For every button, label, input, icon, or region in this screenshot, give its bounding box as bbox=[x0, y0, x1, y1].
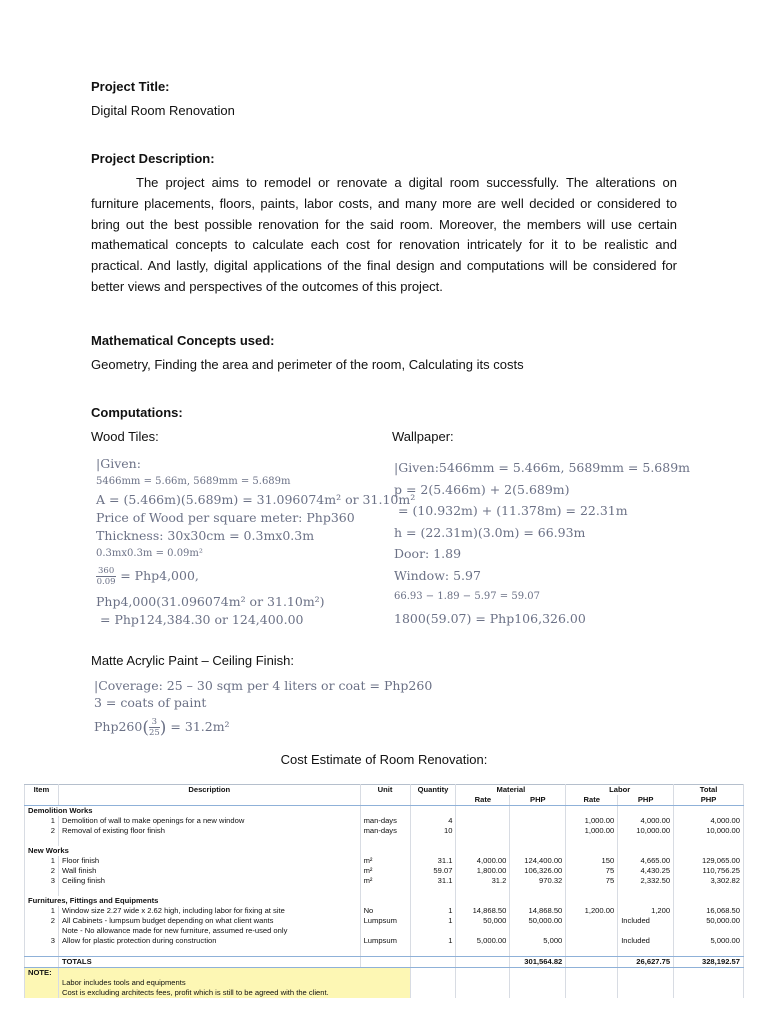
row-material-php: 50,000.00 bbox=[510, 916, 566, 926]
table-row bbox=[25, 916, 744, 926]
row-labor-rate: 150 bbox=[566, 856, 618, 866]
wood-line: |Given: bbox=[96, 456, 141, 471]
totals-labor: 26,627.75 bbox=[618, 956, 674, 967]
table-cell bbox=[25, 886, 59, 896]
row-material-rate bbox=[456, 926, 510, 936]
header-labor-php: PHP bbox=[618, 795, 674, 806]
wood-line: A = (5.466m)(5.689m) = 31.096074m² or 31.10m² bbox=[96, 492, 416, 507]
wood-final-result: = Php124,384.30 or 124,400.00 bbox=[100, 612, 304, 627]
project-description-heading: Project Description: bbox=[91, 151, 215, 166]
table-row bbox=[25, 926, 744, 936]
table-cell bbox=[566, 836, 618, 846]
table-cell bbox=[410, 988, 456, 998]
note-line: Labor includes tools and equipments bbox=[58, 978, 410, 988]
row-labor-php: 4,665.00 bbox=[618, 856, 674, 866]
math-concepts-heading: Mathematical Concepts used: bbox=[91, 333, 275, 348]
row-material-rate bbox=[456, 826, 510, 836]
table-row bbox=[25, 936, 744, 946]
row-quantity: 10 bbox=[410, 826, 456, 836]
table-cell bbox=[566, 988, 618, 998]
paint-fraction-denominator: 25 bbox=[148, 728, 160, 738]
row-labor-php bbox=[618, 926, 674, 936]
table-cell bbox=[674, 836, 744, 846]
row-unit: man-days bbox=[360, 826, 410, 836]
table-cell bbox=[510, 988, 566, 998]
table-cell bbox=[510, 896, 566, 906]
header-total: Total bbox=[674, 785, 744, 796]
row-quantity: 31.1 bbox=[410, 876, 456, 886]
project-title-heading: Project Title: bbox=[91, 79, 170, 94]
row-labor-php: 4,000.00 bbox=[618, 816, 674, 826]
table-row bbox=[25, 866, 744, 876]
wallpaper-label: Wallpaper: bbox=[392, 429, 454, 444]
note-line: Cost is excluding architects fees, profit which is still to be agreed with the client. bbox=[58, 988, 410, 998]
row-item-number: 3 bbox=[25, 936, 59, 946]
table-cell bbox=[410, 886, 456, 896]
row-labor-rate: 1,000.00 bbox=[566, 816, 618, 826]
table-cell bbox=[674, 946, 744, 956]
table-cell bbox=[360, 886, 410, 896]
table-cell bbox=[456, 946, 510, 956]
row-material-php bbox=[510, 926, 566, 936]
header-material-php: PHP bbox=[510, 795, 566, 806]
wood-line: Price of Wood per square meter: Php360 bbox=[96, 510, 355, 525]
table-row bbox=[25, 816, 744, 826]
table-cell bbox=[410, 806, 456, 817]
table-cell bbox=[566, 967, 618, 978]
paint-close-paren: ) bbox=[159, 717, 167, 738]
project-title-value: Digital Room Renovation bbox=[91, 103, 235, 118]
table-cell bbox=[618, 967, 674, 978]
row-material-rate: 31.2 bbox=[456, 876, 510, 886]
table-cell bbox=[618, 836, 674, 846]
row-labor-php: Included bbox=[618, 936, 674, 946]
paint-fraction bbox=[149, 717, 160, 738]
row-item-number: 1 bbox=[25, 816, 59, 826]
table-cell bbox=[25, 836, 59, 846]
row-unit: Lumpsum bbox=[360, 916, 410, 926]
totals-total: 328,192.57 bbox=[674, 956, 744, 967]
cost-table-body bbox=[25, 785, 744, 998]
table-cell bbox=[566, 946, 618, 956]
row-material-rate: 50,000 bbox=[456, 916, 510, 926]
table-cell bbox=[456, 988, 510, 998]
table-cell bbox=[674, 846, 744, 856]
project-description-text: The project aims to remodel or renovate a digital room successfully. The alterations on furniture placements, floors, paints, labor costs, and many more are well decided or considered to bring out the best possible renovation for the said room. Moreover, the members will use certain mathematical concepts to calculate each cost for renovation intricately for it to be realistic and practical. And lastly, digital applications of the final design and computations will be considered for better views and perspectives of the outcomes of this project. bbox=[91, 175, 677, 294]
wallpaper-line: Door: 1.89 bbox=[394, 546, 462, 561]
row-unit: No bbox=[360, 906, 410, 916]
table-section-row bbox=[25, 896, 744, 906]
table-cell bbox=[360, 806, 410, 817]
row-item-number: 1 bbox=[25, 906, 59, 916]
row-description: Wall finish bbox=[58, 866, 360, 876]
row-total: 10,000.00 bbox=[674, 826, 744, 836]
row-total: 110,756.25 bbox=[674, 866, 744, 876]
row-description: Allow for plastic protection during construction bbox=[58, 936, 360, 946]
table-section-row bbox=[25, 846, 744, 856]
wallpaper-line: 66.93 − 1.89 − 5.97 = 59.07 bbox=[394, 591, 540, 602]
table-cell bbox=[510, 978, 566, 988]
row-labor-php: 4,430.25 bbox=[618, 866, 674, 876]
row-item-number: 3 bbox=[25, 876, 59, 886]
paint-line: 3 = coats of paint bbox=[94, 695, 207, 710]
table-cell bbox=[456, 896, 510, 906]
row-labor-php: 10,000.00 bbox=[618, 826, 674, 836]
table-cell bbox=[456, 836, 510, 846]
table-cell bbox=[456, 886, 510, 896]
table-cell bbox=[410, 846, 456, 856]
row-labor-rate: 1,200.00 bbox=[566, 906, 618, 916]
header-labor: Labor bbox=[566, 785, 674, 796]
row-labor-php: 2,332.50 bbox=[618, 876, 674, 886]
table-cell bbox=[566, 806, 618, 817]
wood-fraction-numerator: 360 bbox=[98, 566, 115, 576]
row-unit: Lumpsum bbox=[360, 936, 410, 946]
row-description: Window size 2.27 wide x 2.62 high, including labor for fixing at site bbox=[58, 906, 360, 916]
row-total: 3,302.82 bbox=[674, 876, 744, 886]
section-name: Demolition Works bbox=[25, 806, 361, 817]
header-material: Material bbox=[456, 785, 566, 796]
table-cell bbox=[566, 978, 618, 988]
computations-heading: Computations: bbox=[91, 405, 183, 420]
table-cell bbox=[510, 886, 566, 896]
table-row bbox=[25, 906, 744, 916]
wood-line: 0.3mx0.3m = 0.09m² bbox=[96, 548, 203, 559]
table-cell bbox=[566, 886, 618, 896]
row-labor-rate bbox=[566, 936, 618, 946]
table-cell bbox=[674, 806, 744, 817]
table-cell bbox=[58, 836, 360, 846]
row-item-number: 1 bbox=[25, 856, 59, 866]
table-cell bbox=[674, 978, 744, 988]
header-total-php: PHP bbox=[674, 795, 744, 806]
table-cell bbox=[674, 988, 744, 998]
wood-fraction-line bbox=[96, 563, 415, 589]
paint-prefix: Php260 bbox=[94, 719, 143, 734]
paint-suffix: = 31.2m² bbox=[170, 719, 230, 734]
row-quantity: 1 bbox=[410, 936, 456, 946]
row-quantity: 1 bbox=[410, 906, 456, 916]
header-item: Item bbox=[25, 785, 59, 796]
table-cell bbox=[618, 896, 674, 906]
row-labor-php: Included bbox=[618, 916, 674, 926]
wood-fraction-denominator: 0.09 bbox=[96, 577, 116, 587]
table-row bbox=[25, 876, 744, 886]
wood-fraction-result: = Php4,000, bbox=[120, 568, 199, 583]
table-cell bbox=[456, 806, 510, 817]
table-cell bbox=[510, 836, 566, 846]
wallpaper-line: Window: 5.97 bbox=[394, 567, 481, 583]
totals-material: 301,564.82 bbox=[510, 956, 566, 967]
row-total: 129,065.00 bbox=[674, 856, 744, 866]
table-cell bbox=[360, 846, 410, 856]
row-unit bbox=[360, 926, 410, 936]
row-total: 5,000.00 bbox=[674, 936, 744, 946]
row-description: Floor finish bbox=[58, 856, 360, 866]
row-material-rate bbox=[456, 816, 510, 826]
header-description: Description bbox=[58, 785, 360, 796]
paint-line: |Coverage: 25 – 30 sqm per 4 liters or coat = Php260 bbox=[94, 678, 433, 693]
table-subheader-row bbox=[25, 795, 744, 806]
table-spacer-row bbox=[25, 836, 744, 846]
totals-row bbox=[25, 956, 744, 967]
row-quantity: 31.1 bbox=[410, 856, 456, 866]
note-cell bbox=[25, 988, 59, 998]
note-row bbox=[25, 967, 744, 978]
row-material-rate: 4,000.00 bbox=[456, 856, 510, 866]
table-cell bbox=[456, 967, 510, 978]
table-cell bbox=[674, 967, 744, 978]
table-cell bbox=[456, 956, 510, 967]
cost-estimate-table bbox=[24, 784, 744, 998]
header-labor-rate: Rate bbox=[566, 795, 618, 806]
table-cell bbox=[410, 896, 456, 906]
table-cell bbox=[410, 967, 456, 978]
row-total: 50,000.00 bbox=[674, 916, 744, 926]
row-quantity: 59.07 bbox=[410, 866, 456, 876]
table-cell bbox=[566, 956, 618, 967]
section-name: Furnitures, Fittings and Equipments bbox=[25, 896, 361, 906]
table-cell bbox=[410, 946, 456, 956]
table-row bbox=[25, 856, 744, 866]
note-line-row bbox=[25, 988, 744, 998]
table-cell bbox=[618, 946, 674, 956]
paint-fraction-numerator: 3 bbox=[149, 717, 160, 728]
row-total: 4,000.00 bbox=[674, 816, 744, 826]
row-material-php bbox=[510, 826, 566, 836]
table-cell bbox=[456, 978, 510, 988]
table-cell bbox=[410, 956, 456, 967]
row-item-number: 2 bbox=[25, 866, 59, 876]
row-item-number bbox=[25, 926, 59, 936]
wood-tiles-label: Wood Tiles: bbox=[91, 429, 159, 444]
wallpaper-line: |Given:5466mm = 5.466m, 5689mm = 5.689m bbox=[394, 460, 691, 475]
table-cell bbox=[58, 946, 360, 956]
row-labor-rate bbox=[566, 916, 618, 926]
note-label: NOTE: bbox=[25, 967, 59, 978]
paint-label: Matte Acrylic Paint – Ceiling Finish: bbox=[91, 653, 295, 668]
row-material-rate: 14,868.50 bbox=[456, 906, 510, 916]
row-material-rate: 5,000.00 bbox=[456, 936, 510, 946]
row-quantity bbox=[410, 926, 456, 936]
totals-label: TOTALS bbox=[58, 956, 360, 967]
wallpaper-line: h = (22.31m)(3.0m) = 66.93m bbox=[394, 524, 586, 540]
row-material-php: 14,868.50 bbox=[510, 906, 566, 916]
table-cell bbox=[618, 988, 674, 998]
table-cell bbox=[618, 806, 674, 817]
table-cell bbox=[360, 836, 410, 846]
wood-final-line: Php4,000(31.096074m² or 31.10m²) bbox=[96, 594, 325, 609]
table-cell bbox=[360, 956, 410, 967]
row-total bbox=[674, 926, 744, 936]
row-unit: m² bbox=[360, 866, 410, 876]
table-cell bbox=[674, 896, 744, 906]
wood-computation bbox=[96, 455, 415, 629]
table-row bbox=[25, 826, 744, 836]
cost-estimate-title: Cost Estimate of Room Renovation: bbox=[280, 752, 488, 767]
wood-line: 5466mm = 5.66m, 5689mm = 5.689m bbox=[96, 476, 291, 487]
row-quantity: 1 bbox=[410, 916, 456, 926]
row-material-php: 106,326.00 bbox=[510, 866, 566, 876]
row-material-rate: 1,800.00 bbox=[456, 866, 510, 876]
table-cell bbox=[25, 956, 59, 967]
wallpaper-line: 1800(59.07) = Php106,326.00 bbox=[394, 610, 586, 626]
row-labor-rate: 1,000.00 bbox=[566, 826, 618, 836]
row-unit: m² bbox=[360, 876, 410, 886]
row-description: Ceiling finish bbox=[58, 876, 360, 886]
table-cell bbox=[456, 846, 510, 856]
row-material-php: 5,000 bbox=[510, 936, 566, 946]
row-material-php: 970.32 bbox=[510, 876, 566, 886]
row-labor-rate: 75 bbox=[566, 866, 618, 876]
table-cell bbox=[618, 978, 674, 988]
row-unit: man-days bbox=[360, 816, 410, 826]
wallpaper-line: p = 2(5.466m) + 2(5.689m) bbox=[394, 481, 570, 497]
wallpaper-computation bbox=[394, 457, 690, 629]
row-description: Note - No allowance made for new furniture, assumed re-used only bbox=[58, 926, 360, 936]
table-cell bbox=[674, 886, 744, 896]
table-cell bbox=[510, 967, 566, 978]
note-cell bbox=[58, 967, 410, 978]
table-cell bbox=[360, 896, 410, 906]
table-cell bbox=[566, 896, 618, 906]
wood-fraction bbox=[96, 566, 116, 587]
table-cell bbox=[360, 946, 410, 956]
row-description: Demolition of wall to make openings for a new window bbox=[58, 816, 360, 826]
header-material-rate: Rate bbox=[456, 795, 510, 806]
row-labor-rate: 75 bbox=[566, 876, 618, 886]
math-concepts-text: Geometry, Finding the area and perimeter of the room, Calculating its costs bbox=[91, 357, 524, 372]
section-name: New Works bbox=[25, 846, 361, 856]
table-cell bbox=[566, 846, 618, 856]
table-header-row bbox=[25, 785, 744, 796]
table-cell bbox=[510, 846, 566, 856]
row-labor-rate bbox=[566, 926, 618, 936]
table-cell bbox=[410, 978, 456, 988]
table-cell bbox=[618, 846, 674, 856]
row-material-php bbox=[510, 816, 566, 826]
table-cell bbox=[58, 886, 360, 896]
row-quantity: 4 bbox=[410, 816, 456, 826]
row-description: All Cabinets - lumpsum budget depending on what client wants bbox=[58, 916, 360, 926]
note-cell bbox=[25, 978, 59, 988]
row-item-number: 2 bbox=[25, 916, 59, 926]
row-total: 16,068.50 bbox=[674, 906, 744, 916]
table-cell bbox=[510, 806, 566, 817]
paint-formula bbox=[94, 715, 432, 739]
note-line-row bbox=[25, 978, 744, 988]
table-spacer-row bbox=[25, 886, 744, 896]
row-description: Removal of existing floor finish bbox=[58, 826, 360, 836]
paint-open-paren: ( bbox=[142, 717, 149, 738]
wallpaper-line: = (10.932m) + (11.378m) = 22.31m bbox=[398, 503, 628, 518]
row-item-number: 2 bbox=[25, 826, 59, 836]
table-cell bbox=[510, 946, 566, 956]
header-unit: Unit bbox=[360, 785, 410, 796]
row-labor-php: 1,200 bbox=[618, 906, 674, 916]
row-material-php: 124,400.00 bbox=[510, 856, 566, 866]
table-cell bbox=[25, 946, 59, 956]
wood-line: Thickness: 30x30cm = 0.3mx0.3m bbox=[96, 528, 315, 543]
table-spacer-row bbox=[25, 946, 744, 956]
table-section-row bbox=[25, 806, 744, 817]
header-quantity: Quantity bbox=[410, 785, 456, 796]
row-unit: m² bbox=[360, 856, 410, 866]
table-cell bbox=[410, 836, 456, 846]
paint-computation bbox=[94, 677, 432, 739]
table-cell bbox=[618, 886, 674, 896]
